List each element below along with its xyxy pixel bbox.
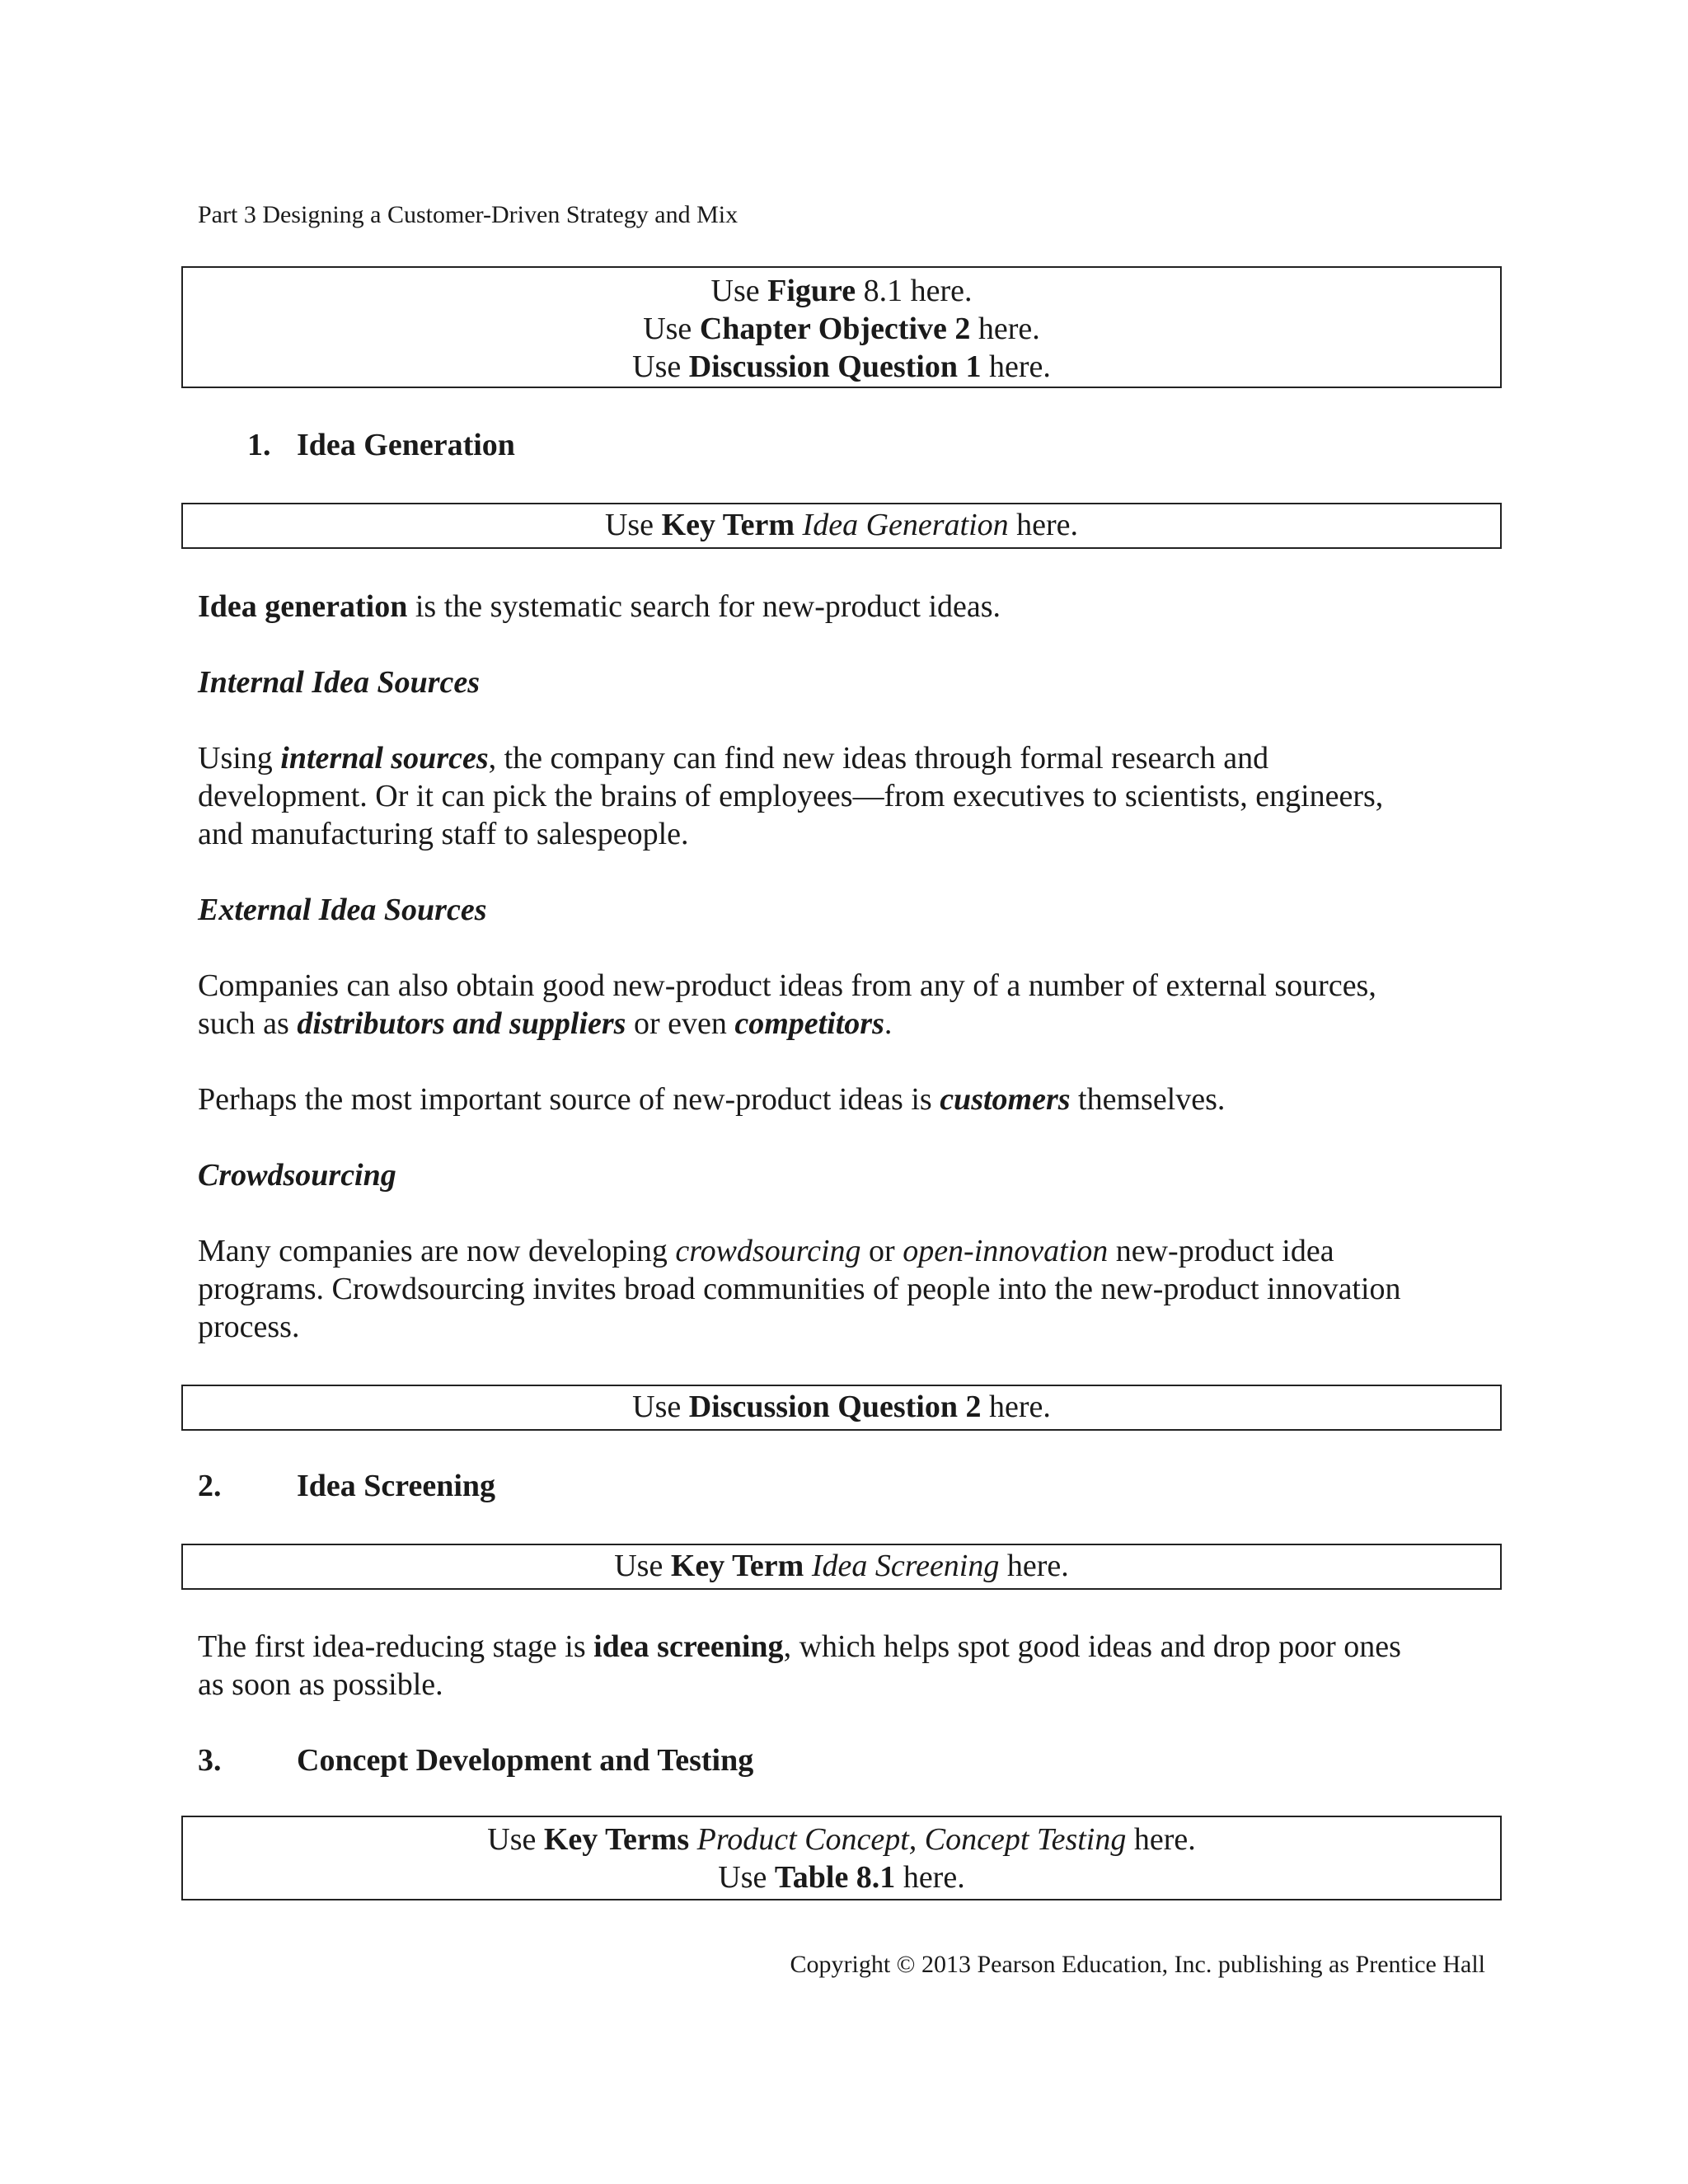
subheading: Internal Idea Sources bbox=[198, 665, 481, 700]
paragraph: Using internal sources, the company can find new ideas through formal research and development. Or it can pick the brains of employees—from executives to scientists, engineers, and manufacturing staff to salespeople. bbox=[198, 741, 1384, 851]
paragraph: Idea generation is the systematic search for new-product ideas. bbox=[198, 589, 1001, 624]
box-line: Use Discussion Question 1 here. bbox=[632, 349, 1051, 384]
section-number: 3. bbox=[198, 1743, 222, 1778]
paragraph: The first idea-reducing stage is idea screening, which helps spot good ideas and drop poor ones as soon as possible. bbox=[198, 1629, 1401, 1702]
box-line: Use Key Term Idea Generation here. bbox=[604, 508, 1079, 542]
section-number: 1. bbox=[247, 428, 271, 462]
key-term-box bbox=[181, 503, 1502, 549]
box-line: Use Discussion Question 2 here. bbox=[632, 1390, 1051, 1424]
subheading: Crowdsourcing bbox=[198, 1158, 396, 1193]
box-line: Use Table 8.1 here. bbox=[718, 1860, 965, 1895]
section-heading: Idea Generation bbox=[297, 428, 515, 462]
paragraph: Companies can also obtain good new-product ideas from any of a number of external sources, such as distributors and suppliers or even competitors. bbox=[198, 968, 1376, 1041]
box-line: Use Figure 8.1 here. bbox=[710, 274, 973, 308]
instruction-box-discussion bbox=[181, 1385, 1502, 1431]
section-heading: Concept Development and Testing bbox=[297, 1743, 754, 1778]
section-number: 2. bbox=[198, 1469, 222, 1503]
box-line: Use Chapter Objective 2 here. bbox=[643, 312, 1040, 346]
key-term-box bbox=[181, 1544, 1502, 1590]
section-heading: Idea Screening bbox=[297, 1469, 496, 1503]
key-terms-box bbox=[181, 1816, 1502, 1900]
box-line: Use Key Term Idea Screening here. bbox=[614, 1549, 1069, 1583]
copyright-footer: Copyright © 2013 Pearson Education, Inc. publishing as Prentice Hall bbox=[790, 1951, 1485, 1978]
running-head: Part 3 Designing a Customer-Driven Strategy and Mix bbox=[198, 201, 738, 228]
paragraph: Perhaps the most important source of new-product ideas is customers themselves. bbox=[198, 1082, 1226, 1117]
paragraph: Many companies are now developing crowdsourcing or open-innovation new-product idea programs. Crowdsourcing invites broad communities of people into the new-product innovation process. bbox=[198, 1234, 1401, 1344]
box-line: Use Key Terms Product Concept, Concept Testing here. bbox=[487, 1822, 1196, 1857]
subheading: External Idea Sources bbox=[198, 893, 487, 927]
instruction-box-figure bbox=[181, 266, 1502, 388]
